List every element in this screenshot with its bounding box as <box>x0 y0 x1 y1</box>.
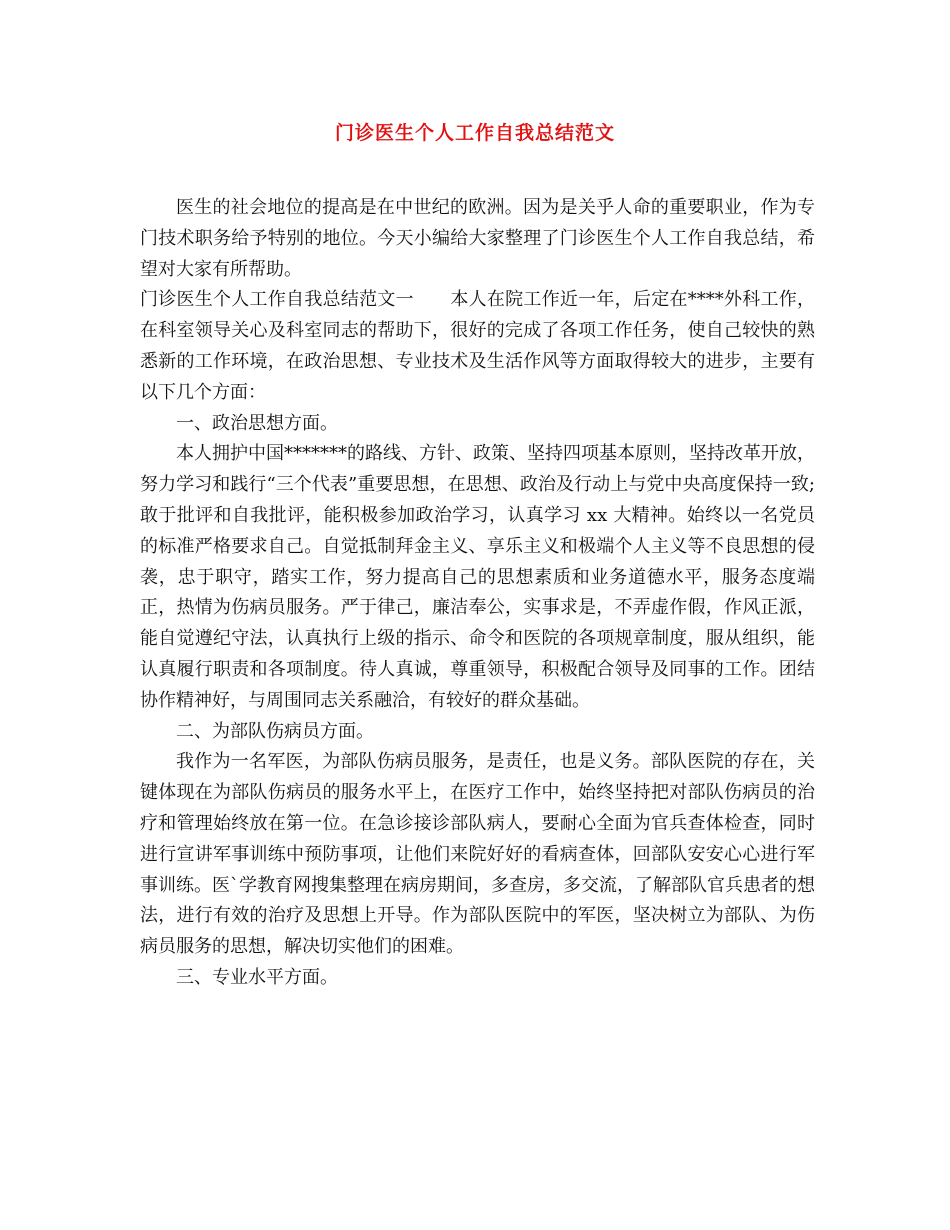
sample-one-paragraph: 门诊医生个人工作自我总结范文一 本人在院工作近一年，后定在****外科工作，在科室领导关心及科室同志的帮助下，很好的完成了各项工作任务，使自己较快的熟悉新的工作环境，在政治思想、专业技术及生活作风等方面取得较大的进步，主要有以下几个方面： <box>140 289 815 403</box>
intro-paragraph: 医生的社会地位的提高是在中世纪的欧洲。因为是关乎人命的重要职业，作为专门技术职务给予特别的地位。今天小编给大家整理了门诊医生个人工作自我总结，希望对大家有所帮助。 <box>140 197 815 280</box>
troops-paragraph: 我作为一名军医，为部队伤病员服务，是责任，也是义务。部队医院的存在，关键体现在为部队伤病员的服务水平上，在医疗工作中，始终坚持把对部队伤病员的治疗和管理始终放在第一位。在急诊接诊部队病人，要耐心全面为官兵查体检查，同时进行宣讲军事训练中预防事项，让他们来院好好的看病查体，回部队安安心心进行军事训练。医`学教育网搜集整理在病房期间，多查房，多交流，了解部队官兵患者的想法，进行有效的治疗及思想上开导。作为部队医院中的军医，坚决树立为部队、为伤病员服务的思想，解决切实他们的困难。 <box>140 751 815 958</box>
section-heading-professional: 三、专业水平方面。 <box>176 966 338 988</box>
document-body <box>140 193 815 994</box>
politics-paragraph: 本人拥护中国*******的路线、方针、政策、坚持四项基本原则，坚持改革开放，努力学习和践行“三个代表”重要思想，在思想、政治及行动上与党中央高度保持一致;敢于批评和自我批评，能积极参加政治学习，认真学习 xx 大精神。始终以一名党员的标准严格要求自己。自觉抵制拜金主义、享乐主义和极端个人主义等不良思想的侵袭，忠于职守，踏实工作，努力提高自己的思想素质和业务道德水平，服务态度端正，热情为伤病员服务。严于律己，廉洁奉公，实事求是，不弄虚作假，作风正派，能自觉遵纪守法，认真执行上级的指示、命令和医院的各项规章制度，服从组织，能认真履行职责和各项制度。待人真诚，尊重领导，积极配合领导及同事的工作。团结协作精神好，与周围同志关系融洽，有较好的群众基础。 <box>140 443 815 711</box>
document-title: 门诊医生个人工作自我总结范文 <box>334 122 615 144</box>
section-heading-politics: 一、政治思想方面。 <box>176 412 338 434</box>
section-heading-troops: 二、为部队伤病员方面。 <box>176 720 374 742</box>
